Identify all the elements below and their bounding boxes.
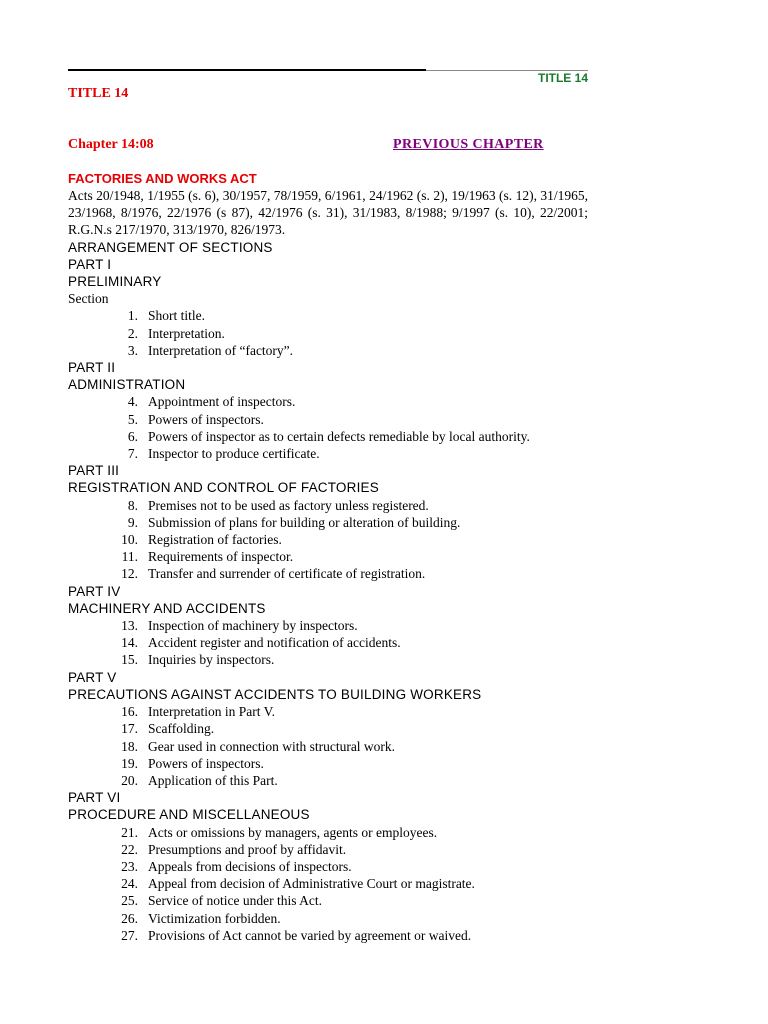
section-title: Powers of inspectors. (148, 755, 264, 771)
section-number: 25. (121, 893, 138, 909)
part-label: PART III (68, 463, 120, 479)
section-title: Transfer and surrender of certificate of registration. (148, 566, 426, 582)
section-title: Short title. (148, 308, 205, 324)
section-entry (68, 634, 588, 651)
section-entry (68, 910, 588, 927)
section-entry (68, 617, 588, 634)
part-title: PROCEDURE AND MISCELLANEOUS (68, 807, 310, 823)
section-title: Premises not to be used as factory unless registered. (148, 497, 429, 513)
parts-list (68, 256, 588, 944)
section-number: 21. (121, 824, 138, 840)
section-column-label: Section (68, 291, 109, 307)
section-title: Appointment of inspectors. (148, 394, 296, 410)
section-entry (68, 497, 588, 514)
section-number: 11. (121, 549, 138, 565)
section-title: Powers of inspectors. (148, 411, 264, 427)
chapter-heading: Chapter 14:08 (68, 137, 154, 152)
section-number: 4. (127, 394, 138, 410)
section-number: 26. (121, 910, 138, 926)
section-title: Service of notice under this Act. (148, 893, 322, 909)
section-number: 23. (121, 858, 138, 874)
section-title: Gear used in connection with structural work. (148, 738, 396, 754)
running-title: TITLE 14 (537, 71, 588, 85)
section-title: Interpretation of “factory”. (148, 342, 294, 358)
part-label: PART II (68, 360, 116, 376)
section-number: 18. (121, 738, 138, 754)
section-number: 1. (127, 308, 138, 324)
section-entry (68, 772, 588, 789)
amending-acts-text: Acts 20/1948, 1/1955 (s. 6), 30/1957, 78/1959, 6/1961, 24/1962 (s. 2), 19/1963 (s. 12), 31/1965, 23/1968, 8/1976, 22/1976 (s 87), 42/1976 (s. 31), 31/1983, 8/1988; 9/1997 (s. 10), 22/2001; R.G.N.s 217/1970, 313/1970, 826/1973. (68, 188, 588, 238)
section-title: Accident register and notification of accidents. (148, 635, 401, 651)
part-title: MACHINERY AND ACCIDENTS (68, 600, 266, 616)
section-number: 27. (121, 927, 138, 943)
section-entry (68, 651, 588, 668)
section-entry (68, 824, 588, 841)
section-title: Powers of inspector as to certain defects remediable by local authority. (148, 428, 530, 444)
section-title: Registration of factories. (148, 532, 282, 548)
arrangement-heading: ARRANGEMENT OF SECTIONS (68, 239, 273, 255)
section-entry (68, 841, 588, 858)
section-title: Presumptions and proof by affidavit. (148, 841, 347, 857)
section-title: Provisions of Act cannot be varied by agreement or waived. (148, 927, 472, 943)
section-entry (68, 720, 588, 737)
section-entry (68, 755, 588, 772)
section-number: 6. (127, 428, 138, 444)
section-number: 8. (127, 497, 138, 513)
section-entry (68, 514, 588, 531)
section-number: 15. (121, 652, 138, 668)
section-title: Appeal from decision of Administrative Court or magistrate. (148, 876, 475, 892)
section-title: Inspector to produce certificate. (148, 446, 320, 462)
header-rule-black (68, 69, 426, 71)
header-rule (68, 69, 588, 73)
part-label: PART I (68, 256, 112, 272)
section-entry (68, 548, 588, 565)
act-title: FACTORIES AND WORKS ACT (68, 171, 257, 186)
section-title: Interpretation in Part V. (148, 704, 275, 720)
section-number: 10. (121, 532, 138, 548)
section-number: 19. (121, 755, 138, 771)
section-entry (68, 411, 588, 428)
section-entry (68, 428, 588, 445)
section-number: 13. (121, 618, 138, 634)
previous-chapter-link[interactable]: PREVIOUS CHAPTER (393, 137, 544, 152)
part-label: PART IV (68, 583, 121, 599)
section-title: Submission of plans for building or alteration of building. (148, 514, 461, 530)
section-entry (68, 738, 588, 755)
section-entry (68, 393, 588, 410)
document-body (68, 187, 588, 944)
header-rule-gray (426, 70, 588, 71)
section-number: 24. (121, 876, 138, 892)
section-title: Acts or omissions by managers, agents or employees. (148, 824, 438, 840)
section-title: Interpretation. (148, 325, 225, 341)
section-entry (68, 927, 588, 944)
section-entry (68, 531, 588, 548)
section-number: 3. (127, 342, 138, 358)
part-title: PRECAUTIONS AGAINST ACCIDENTS TO BUILDING WORKERS (68, 686, 482, 702)
part-label: PART V (68, 669, 117, 685)
section-title: Inspection of machinery by inspectors. (148, 618, 358, 634)
section-entry (68, 858, 588, 875)
section-number: 20. (121, 772, 138, 788)
section-number: 2. (127, 325, 138, 341)
section-entry (68, 875, 588, 892)
section-title: Application of this Part. (148, 772, 278, 788)
section-title: Victimization forbidden. (148, 910, 281, 926)
section-title: Scaffolding. (148, 721, 215, 737)
section-number: 22. (121, 841, 138, 857)
section-number: 12. (121, 566, 138, 582)
section-title: Requirements of inspector. (148, 549, 294, 565)
section-entry (68, 703, 588, 720)
section-entry (68, 565, 588, 582)
section-entry (68, 892, 588, 909)
section-entry (68, 307, 588, 324)
part-title: REGISTRATION AND CONTROL OF FACTORIES (68, 480, 379, 496)
section-entry (68, 445, 588, 462)
section-entry (68, 325, 588, 342)
part-title: PRELIMINARY (68, 274, 162, 290)
part-title: ADMINISTRATION (68, 377, 186, 393)
section-title: Appeals from decisions of inspectors. (148, 858, 352, 874)
section-entry (68, 342, 588, 359)
section-number: 7. (127, 446, 138, 462)
title-heading: TITLE 14 (68, 86, 129, 101)
section-number: 16. (121, 704, 138, 720)
section-number: 9. (127, 514, 138, 530)
section-number: 5. (127, 411, 138, 427)
part-label: PART VI (68, 790, 121, 806)
section-number: 17. (121, 721, 138, 737)
section-title: Inquiries by inspectors. (148, 652, 275, 668)
section-number: 14. (121, 635, 138, 651)
